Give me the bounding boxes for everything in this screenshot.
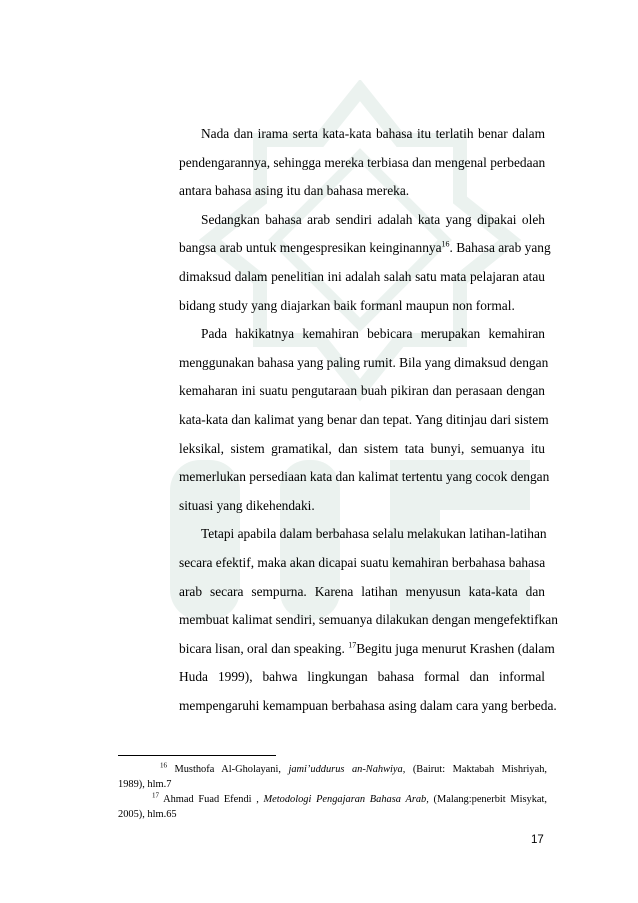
text-line: Pada hakikatnya kemahiran bebicara merupakan kemahiran xyxy=(201,326,545,342)
text-line: Sedangkan bahasa arab sendiri adalah kata yang dipakai oleh xyxy=(201,211,545,227)
text-line: bangsa arab untuk mengespresikan keinginannya$^{16}$. Bahasa arab yang xyxy=(179,239,551,256)
body-text xyxy=(179,120,558,720)
footnote-number: 17 xyxy=(152,791,159,800)
page-number: 17 xyxy=(531,834,544,846)
text-line: situasi yang dikehendaki. xyxy=(179,497,315,513)
footnote-reference[interactable]: 16 xyxy=(441,239,450,249)
text-line: Huda 1999), bahwa lingkungan bahasa formal dan informal xyxy=(179,669,545,685)
text-line: menggunakan bahasa yang paling rumit. Bila yang dimaksud dengan xyxy=(179,354,549,370)
text-line: Tetapi apabila dalam berbahasa selalu melakukan latihan-latihan xyxy=(201,526,547,542)
text-line: pendengarannya, sehingga mereka terbiasa dan mengenal perbedaan xyxy=(179,154,546,170)
text-line: mempengaruhi kemampuan berbahasa asing dalam cara yang berbeda. xyxy=(179,697,557,713)
footnote-title: Metodologi Pengajaran Bahasa Arab, xyxy=(263,794,429,805)
text-line: antara bahasa asing itu dan bahasa mereka. xyxy=(179,183,410,199)
footnote-separator xyxy=(118,755,276,756)
text-line: memerlukan persediaan kata dan kalimat tertentu yang cocok dengan xyxy=(179,469,550,485)
paragraph xyxy=(179,120,545,206)
text-line: bicara lisan, oral dan speaking. $^{17}$Begitu juga menurut Krashen (dalam xyxy=(179,640,555,656)
text-line: leksikal, sistem gramatikal, dan sistem tata bunyi, semuanya itu xyxy=(179,440,545,456)
footnote-line: $^{16}$ Musthofa Al-Gholayani, jami’uddurus an-Nahwiya, (Bairut: Maktabah Mishriyah, xyxy=(160,761,547,775)
text-line: kemaharan ini suatu pengutaraan buah pikiran dan perasaan dengan xyxy=(179,383,545,399)
text-line: membuat kalimat sendiri, semuanya dilakukan dengan mengefektifkan xyxy=(179,612,558,628)
paragraph xyxy=(179,320,550,520)
footnote-number: 16 xyxy=(160,761,167,770)
text-line: kata-kata dan kalimat yang benar dan tepat. Yang ditinjau dari sistem xyxy=(179,411,549,427)
footnote-reference[interactable]: 17 xyxy=(348,640,357,650)
paragraph xyxy=(179,206,551,320)
paragraph xyxy=(179,520,558,720)
footnote-line: 1989), hlm.7 xyxy=(118,779,172,790)
text-line: arab secara sempurna. Karena latihan menyusun kata-kata dan xyxy=(179,583,545,599)
text-line: secara efektif, maka akan dicapai suatu kemahiran berbahasa bahasa xyxy=(179,554,546,570)
footnote-title: jami’uddurus an-Nahwiya, xyxy=(288,764,406,775)
footnote-line: $^{17}$ Ahmad Fuad Efendi , Metodologi Pengajaran Bahasa Arab, (Malang:penerbit Misykat, xyxy=(152,791,548,805)
footnotes xyxy=(118,762,547,822)
footnote-line: 2005), hlm.65 xyxy=(118,809,177,820)
text-line: Nada dan irama serta kata-kata bahasa itu terlatih benar dalam xyxy=(201,126,545,141)
text-line: dimaksud dalam penelitian ini adalah salah satu mata pelajaran atau xyxy=(179,268,545,284)
text-line: bidang study yang diajarkan baik formanl maupun non formal. xyxy=(179,297,515,313)
